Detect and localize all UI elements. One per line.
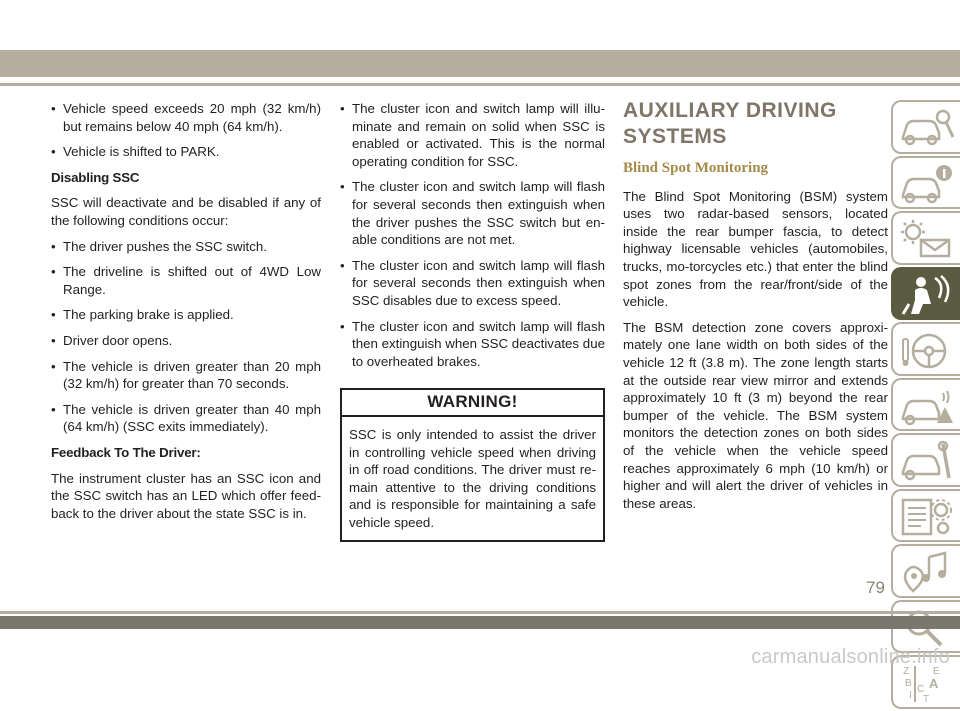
list-item: • The parking brake is applied. bbox=[51, 307, 234, 323]
section-title: AUXILIARY DRIVING SYSTEMS bbox=[623, 99, 837, 148]
tab-multimedia[interactable] bbox=[891, 544, 960, 598]
steering-wheel-icon bbox=[899, 329, 955, 371]
tab-safety[interactable] bbox=[891, 267, 960, 321]
page-number: 79 bbox=[866, 578, 885, 597]
list-item: • The cluster icon and switch lamp will flash for several seconds then extinguish when the driver pushes the SSC switch but en-able conditions are not met. bbox=[340, 179, 605, 248]
service-tools-icon bbox=[899, 440, 955, 482]
warning-lights-icon bbox=[899, 218, 955, 260]
roadside-emergency-icon bbox=[899, 385, 955, 427]
paragraph: The BSM detection zone covers approxi-mately one lane width on both sides of the vehicle 12 ft (3.8 m). The zone length starts at the outside rear view mirror and extends approximately 10 ft (3 m) beyond the rear bumper of the vehicle. The BSM system monitors the detection zones on both sides of the vehicle when the vehicle speed reaches approximately 6 mph (10 km/h) or higher and will alert the driver of vehicles in these areas. bbox=[623, 319, 888, 511]
paragraph: The Blind Spot Monitoring (BSM) system uses two radar-based sensors, located inside the rear bumper fascia, to detect highway licensable vehicles (automobiles, trucks, mo-torcycles etc.) that enter the blind spot zones from the rear/front/side of the vehicle. bbox=[623, 188, 888, 310]
list-item: • Vehicle is shifted to PARK. bbox=[51, 144, 220, 160]
svg-text:C: C bbox=[917, 684, 925, 695]
list-item: • The vehicle is driven greater than 20 mph (32 km/h) for greater than 70 seconds. bbox=[51, 358, 321, 392]
column-left bbox=[51, 100, 321, 530]
tab-starting-operating[interactable] bbox=[891, 322, 960, 376]
list-item: • Driver door opens. bbox=[51, 332, 173, 348]
list-item: • The driver pushes the SSC switch. bbox=[51, 238, 267, 254]
tab-getting-to-know-instrument-panel[interactable] bbox=[891, 156, 960, 210]
header-bar bbox=[0, 50, 960, 77]
tab-servicing-maintenance[interactable] bbox=[891, 433, 960, 487]
tab-getting-to-know-vehicle[interactable] bbox=[891, 100, 960, 154]
list-item: • The driveline is shifted out of 4WD Low Range. bbox=[51, 264, 321, 297]
warning-body: SSC is only intended to assist the driver in controlling vehicle speed when driving in off road conditions. The driver must re-main attentive to the driving conditions and is responsible for maintaining a safe vehicle speed. bbox=[349, 426, 596, 530]
multimedia-icon bbox=[899, 551, 955, 593]
safety-airbag-icon bbox=[899, 274, 955, 316]
column-right bbox=[623, 98, 888, 520]
warning-title: WARNING! bbox=[342, 390, 603, 417]
top-margin bbox=[0, 0, 960, 50]
list-item: • The vehicle is driven greater than 40 mph (64 km/h) (SSC exits immediately). bbox=[51, 401, 321, 435]
list-item: • The cluster icon and switch lamp will flash then extinguish when SSC deactivates due to overheated brakes. bbox=[340, 318, 605, 369]
svg-text:B: B bbox=[905, 678, 912, 689]
svg-text:Z: Z bbox=[903, 666, 910, 677]
subsection-title: Blind Spot Monitoring bbox=[623, 160, 769, 176]
list-item: • The cluster icon and switch lamp will flash for several seconds then extinguish when SSC disables due to excess speed. bbox=[340, 257, 605, 308]
tab-in-case-of-emergency[interactable] bbox=[891, 378, 960, 432]
subheading-feedback: Feedback To The Driver: bbox=[51, 444, 201, 460]
footer-rule bbox=[0, 611, 960, 614]
svg-text:E: E bbox=[933, 666, 940, 677]
car-info-icon bbox=[899, 163, 955, 205]
svg-text:I: I bbox=[909, 690, 912, 701]
svg-text:A: A bbox=[929, 676, 939, 691]
car-key-icon bbox=[899, 107, 955, 149]
tab-warning-lights[interactable] bbox=[891, 211, 960, 265]
svg-text:T: T bbox=[923, 694, 930, 704]
list-item: • Vehicle speed exceeds 20 mph (32 km/h) but remains below 40 mph (64 km/h). bbox=[51, 101, 321, 134]
footer-bar bbox=[0, 616, 960, 629]
paragraph: SSC will deactivate and be disabled if any of the following conditions occur: bbox=[51, 195, 321, 228]
paragraph: The instrument cluster has an SSC icon and the SSC switch has an LED which offer feed-back to the driver about the state SSC is in. bbox=[51, 470, 321, 521]
column-middle bbox=[340, 100, 605, 542]
watermark: carmanualsonline.info bbox=[751, 646, 950, 668]
header-rule bbox=[0, 83, 960, 86]
list-item: • The cluster icon and switch lamp will illu-minate and remain on solid when SSC is enabled or activated. This is the normal operating condition for SSC. bbox=[340, 101, 605, 169]
maintenance-specs-icon bbox=[899, 496, 955, 538]
subheading-disabling-ssc: Disabling SSC bbox=[51, 169, 140, 185]
warning-box bbox=[340, 388, 605, 542]
tab-technical-specifications[interactable] bbox=[891, 489, 960, 543]
